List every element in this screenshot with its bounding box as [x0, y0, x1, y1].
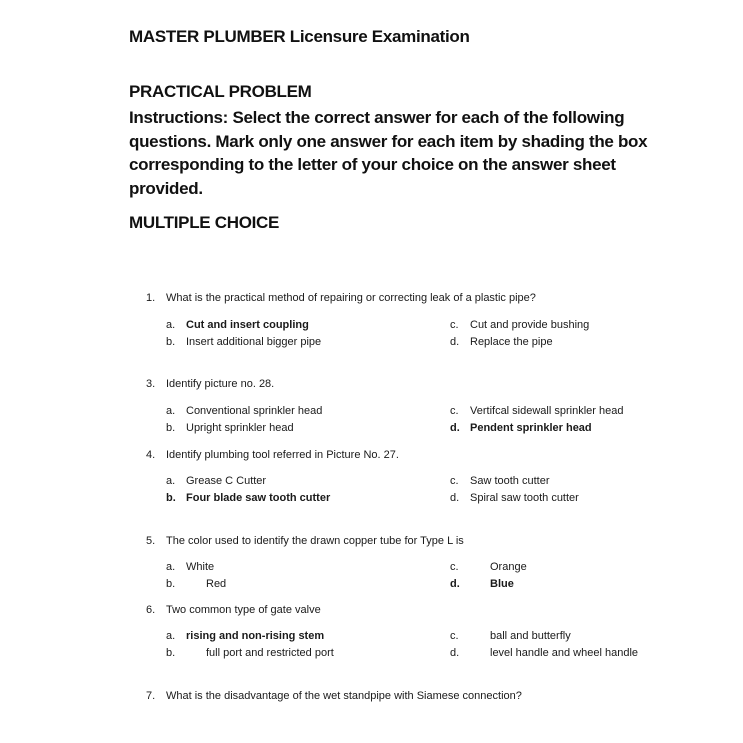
question-3-option-a — [166, 405, 322, 417]
question-4-option-c — [450, 475, 550, 487]
question-number: 6. — [146, 604, 156, 616]
question-1-option-d — [450, 336, 553, 348]
option-text: Pendent sprinkler head — [470, 422, 592, 434]
option-letter: d. — [450, 336, 460, 348]
question-4 — [146, 449, 399, 461]
option-text: rising and non-rising stem — [186, 630, 325, 642]
option-text: Orange — [490, 561, 527, 573]
option-text: Vertifcal sidewall sprinkler head — [470, 405, 624, 417]
option-text: Grease C Cutter — [186, 475, 267, 487]
option-text: level handle and wheel handle — [490, 647, 639, 659]
option-text: Red — [206, 578, 227, 590]
question-1-option-a — [166, 319, 309, 331]
question-3-option-b — [166, 422, 294, 434]
question-6 — [146, 604, 321, 616]
question-3-option-c — [450, 405, 623, 417]
question-5 — [146, 535, 464, 547]
option-letter: b. — [166, 492, 176, 504]
question-4-option-d — [450, 492, 579, 504]
option-text: Cut and provide bushing — [470, 319, 590, 331]
option-text: Replace the pipe — [470, 336, 553, 348]
question-number: 3. — [146, 378, 156, 390]
option-letter: c. — [450, 405, 459, 417]
option-letter: d. — [450, 422, 460, 434]
question-text: The color used to identify the drawn copper tube for Type L is — [166, 535, 464, 547]
option-text: Four blade saw tooth cutter — [186, 492, 331, 504]
question-number: 5. — [146, 535, 156, 547]
question-6-option-d — [450, 647, 638, 659]
option-letter: c. — [450, 630, 459, 642]
question-4-option-b — [166, 492, 330, 504]
option-letter: b. — [166, 578, 176, 590]
question-5-option-b — [166, 578, 226, 590]
exam-title: MASTER PLUMBER Licensure Examination — [129, 27, 470, 46]
option-letter: a. — [166, 475, 176, 487]
question-text: Identify picture no. 28. — [166, 378, 275, 390]
option-text: Insert additional bigger pipe — [186, 336, 322, 348]
question-5-option-a — [166, 561, 214, 573]
option-letter: d. — [450, 647, 460, 659]
question-5-option-c — [450, 561, 527, 573]
question-text: Two common type of gate valve — [166, 604, 321, 616]
option-text: Upright sprinkler head — [186, 422, 294, 434]
option-text: ball and butterfly — [490, 630, 571, 642]
question-text: What is the disadvantage of the wet standpipe with Siamese connection? — [166, 690, 522, 702]
option-letter: d. — [450, 492, 460, 504]
question-4-option-a — [166, 475, 266, 487]
option-text: Spiral saw tooth cutter — [470, 492, 579, 504]
question-number: 4. — [146, 449, 156, 461]
option-letter: c. — [450, 475, 459, 487]
instructions: Instructions: Select the correct answer for each of the following questions. Mark only one answer for each item by shading the box corresponding to the letter of your choice on the answer sheet provided. — [129, 108, 648, 198]
option-letter: d. — [450, 578, 460, 590]
option-letter: a. — [166, 405, 176, 417]
question-text: Identify plumbing tool referred in Picture No. 27. — [166, 449, 399, 461]
question-1 — [146, 292, 536, 304]
question-7 — [146, 690, 522, 702]
question-6-option-c — [450, 630, 571, 642]
option-letter: a. — [166, 561, 176, 573]
option-letter: a. — [166, 630, 176, 642]
question-5-option-d — [450, 578, 514, 590]
option-text: full port and restricted port — [206, 647, 334, 659]
question-1-option-c — [450, 319, 589, 331]
option-letter: a. — [166, 319, 176, 331]
question-3-option-d — [450, 422, 592, 434]
option-text: Blue — [490, 578, 514, 590]
question-text: What is the practical method of repairing or correcting leak of a plastic pipe? — [166, 292, 536, 304]
option-letter: b. — [166, 336, 176, 348]
option-text: Cut and insert coupling — [186, 319, 309, 331]
option-text: Conventional sprinkler head — [186, 405, 323, 417]
option-text: Saw tooth cutter — [470, 475, 550, 487]
question-3 — [146, 378, 274, 390]
option-letter: b. — [166, 647, 176, 659]
option-letter: c. — [450, 561, 459, 573]
question-type-heading: MULTIPLE CHOICE — [129, 213, 280, 232]
section-heading: PRACTICAL PROBLEM — [129, 82, 312, 101]
question-number: 7. — [146, 690, 156, 702]
question-number: 1. — [146, 292, 156, 304]
question-6-option-a — [166, 630, 324, 642]
question-1-option-b — [166, 336, 321, 348]
question-6-option-b — [166, 647, 334, 659]
option-letter: b. — [166, 422, 176, 434]
option-text: White — [186, 561, 215, 573]
option-letter: c. — [450, 319, 459, 331]
